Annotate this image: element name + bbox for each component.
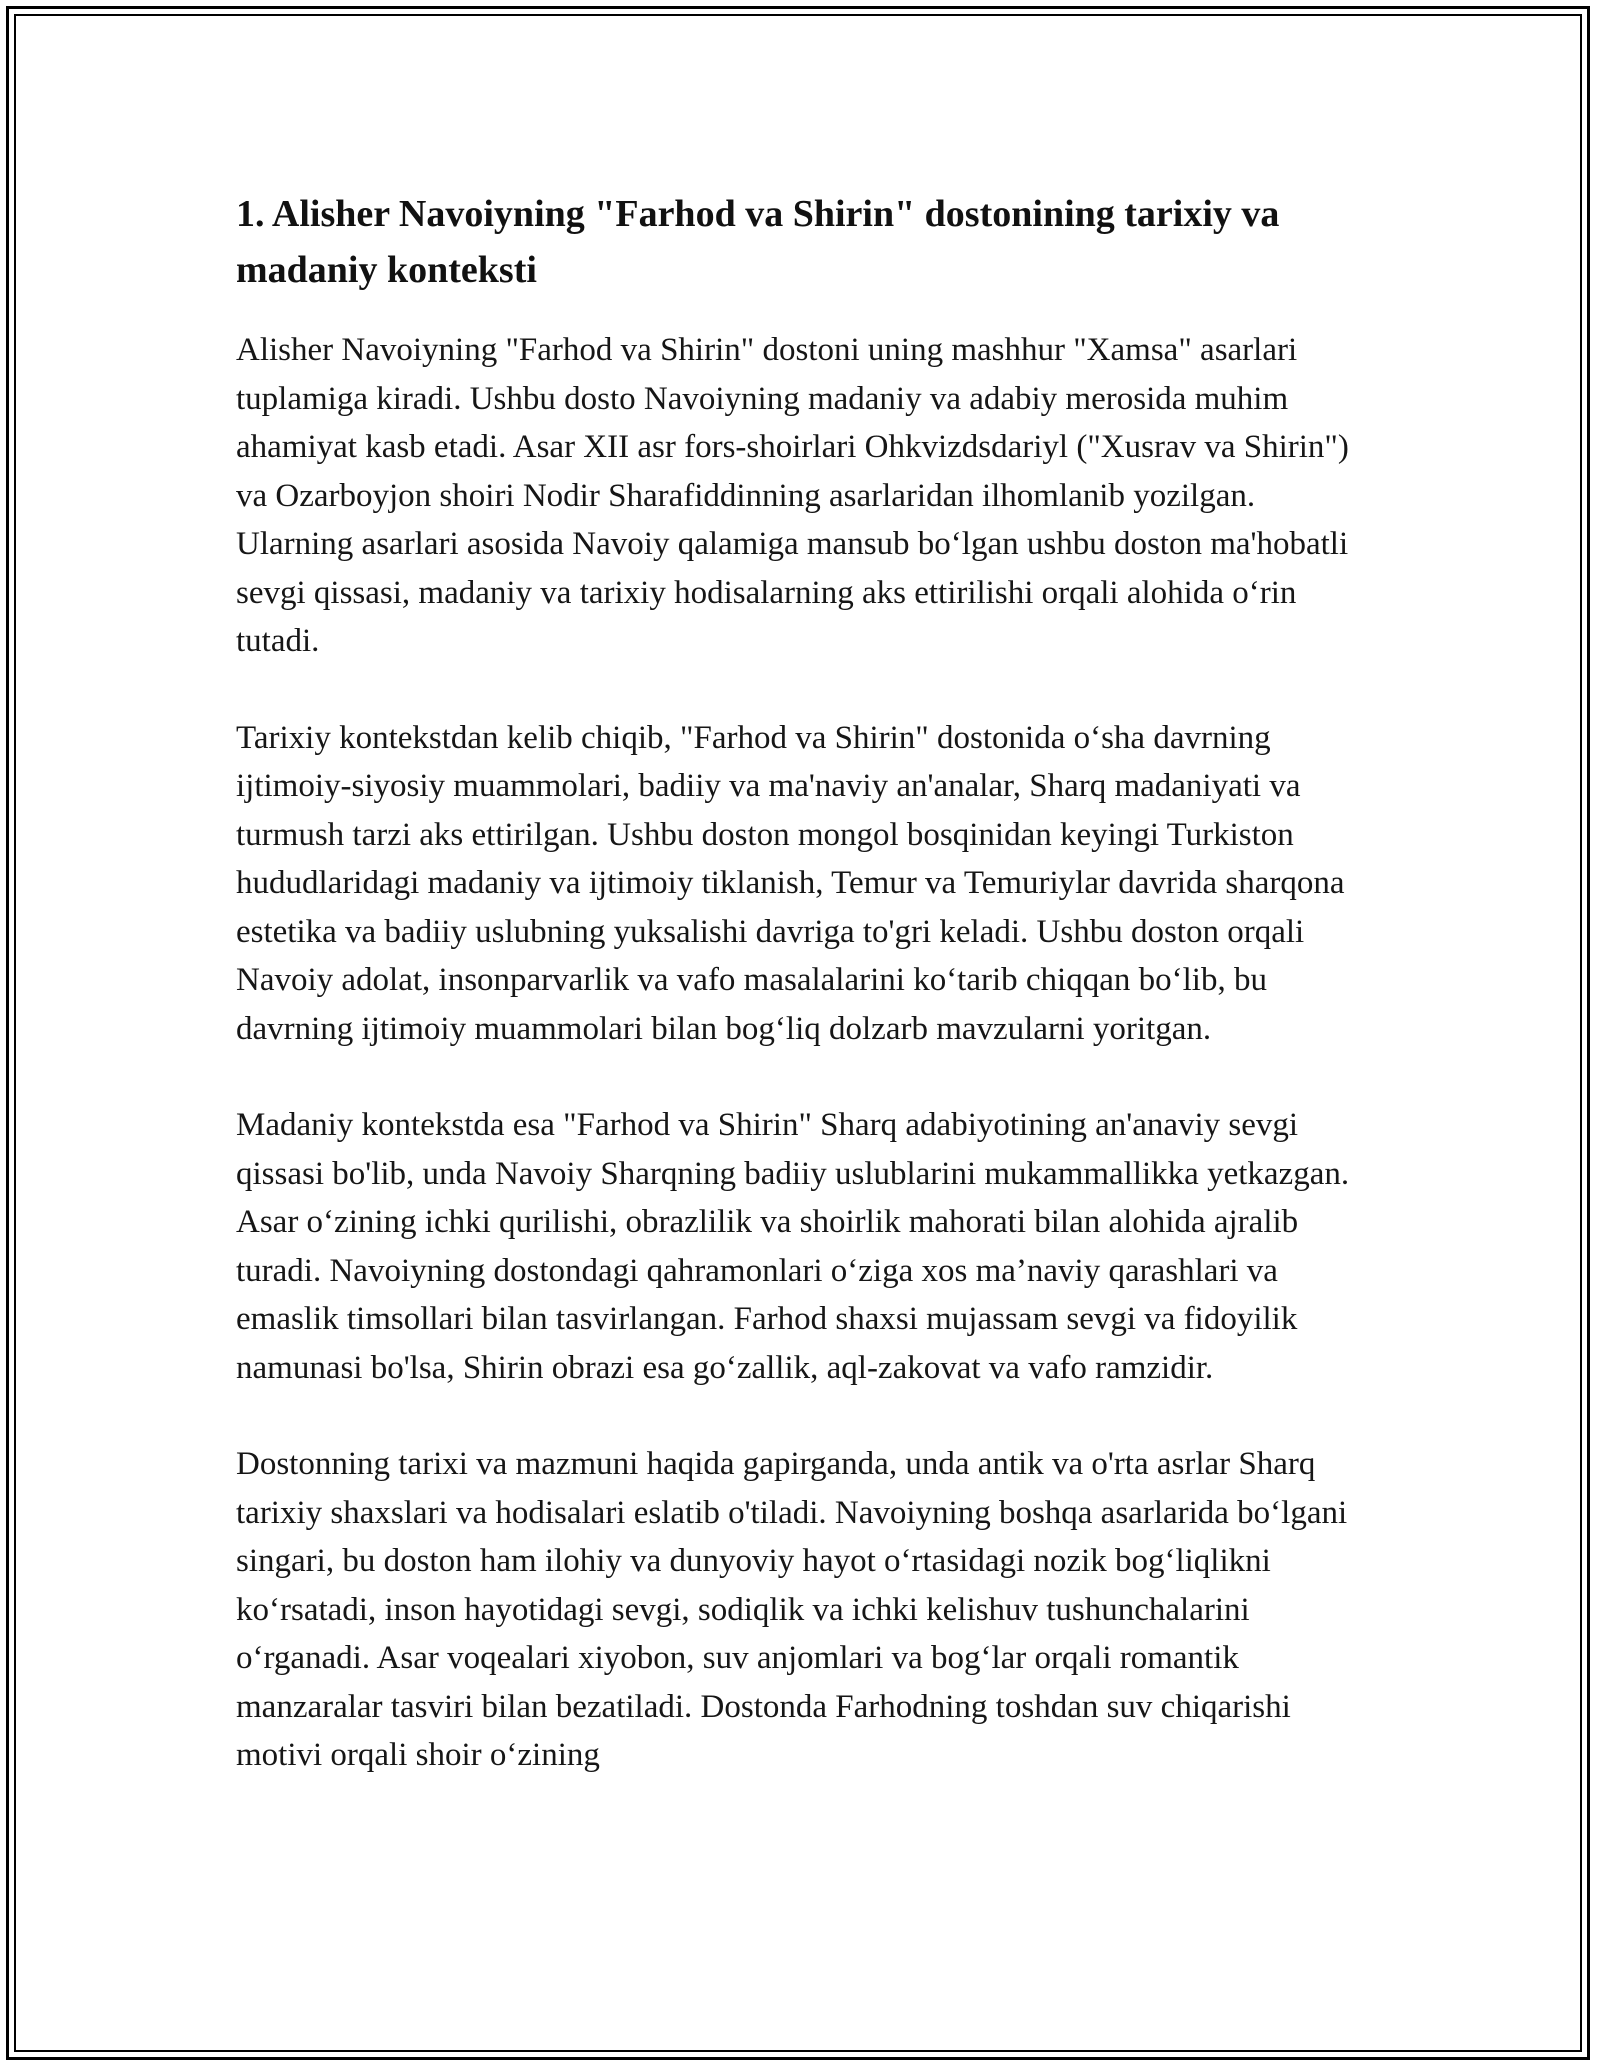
document-body — [236, 186, 1366, 1828]
paragraph-4: Dostonning tarixi va mazmuni haqida gapirganda, unda antik va o'rta asrlar Sharq tarixiy shaxslari va hodisalari eslatib o'tiladi. Navoiyning boshqa asarlarida bo‘lgani singari, bu doston ham ilohiy va dunyoviy hayot o‘rtasidagi nozik bog‘liqlikni ko‘rsatadi, inson hayotidagi sevgi, sodiqlik va ichki kelishuv tushunchalarini o‘rganadi. Asar voqealari xiyobon, suv anjomlari va bog‘lar orqali romantik manzaralar tasviri bilan bezatiladi. Dostonda Farhodning toshdan suv chiqarishi motivi orqali shoir o‘zining — [236, 1446, 1348, 1773]
paragraph-2: Tarixiy kontekstdan kelib chiqib, "Farhod va Shirin" dostonida o‘sha davrning ijtimoiy-siyosiy muammolari, badiiy va ma'naviy an'analar, Sharq madaniyati va turmush tarzi aks ettirilgan. Ushbu doston mongol bosqinidan keyingi Turkiston hududlaridagi madaniy va ijtimoiy tiklanish, Temur va Temuriylar davrida sharqona estetika va badiiy uslubning yuksalishi davriga to'gri keladi. Ushbu doston orqali Navoiy adolat, insonparvarlik va vafo masalalarini ko‘tarib chiqqan bo‘lib, bu davrning ijtimoiy muammolari bilan bog‘liq dolzarb mavzularni yoritgan. — [236, 719, 1345, 1047]
section-heading: 1. Alisher Navoiyning "Farhod va Shirin" dostonining tarixiy va madaniy konteksti — [236, 193, 1280, 291]
paragraph-1: Alisher Navoiyning "Farhod va Shirin" dostoni uning mashhur "Xamsa" asarlari tuplamiga kiradi. Ushbu dosto Navoiyning madaniy va adabiy merosida muhim ahamiyat kasb etadi. Asar XII asr fors-shoirlari Ohkvizdsdariyl ("Xusrav va Shirin") va Ozarboyjon shoiri Nodir Sharafiddinning asarlaridan ilhomlanib yozilgan. Ularning asarlari asosida Navoiy qalamiga mansub bo‘lgan ushbu doston ma'hobatli sevgi qissasi, madaniy va tarixiy hodisalarning aks ettirilishi orqali alohida o‘rin tutadi. — [236, 332, 1349, 659]
paragraph-3: Madaniy kontekstda esa "Farhod va Shirin" Sharq adabiyotining an'anaviy sevgi qissasi bo'lib, unda Navoiy Sharqning badiiy uslublarini mukammallikka yetkazgan. Asar o‘zining ichki qurilishi, obrazlilik va shoirlik mahorati bilan alohida ajralib turadi. Navoiyning dostondagi qahramonlari o‘ziga xos ma’naviy qarashlari va emaslik timsollari bilan tasvirlangan. Farhod shaxsi mujassam sevgi va fidoyilik namunasi bo'lsa, Shirin obrazi esa go‘zallik, aql-zakovat va vafo ramzidir. — [236, 1107, 1350, 1386]
